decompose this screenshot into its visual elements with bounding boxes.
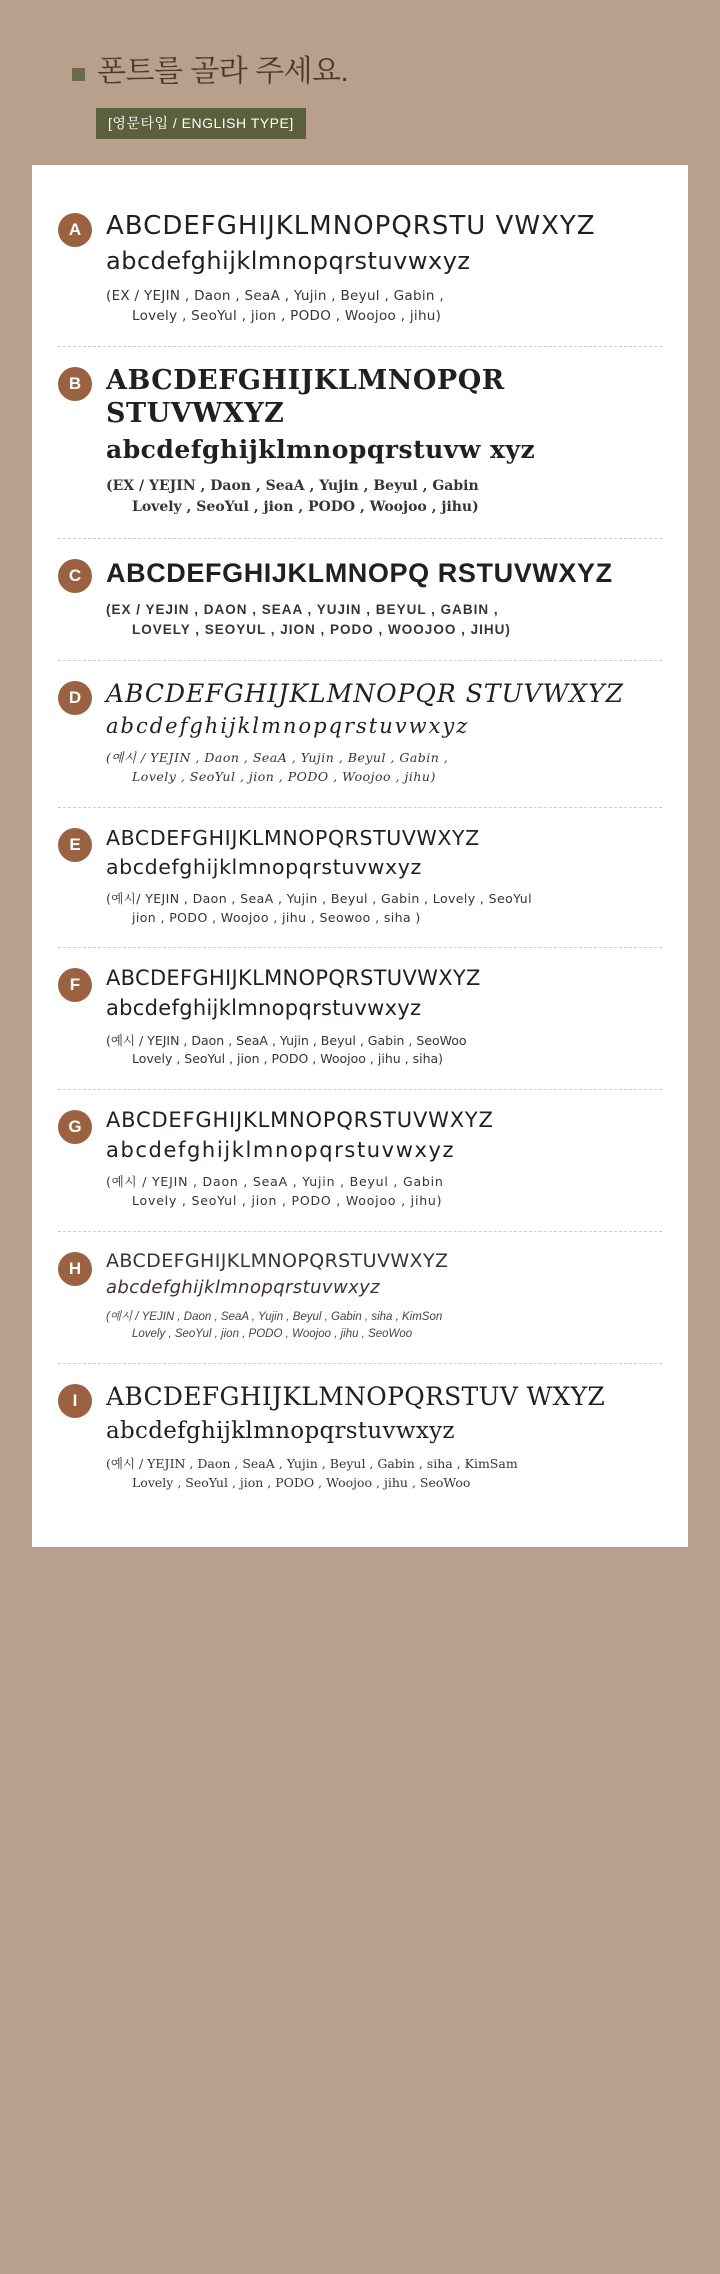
example-line-2: Lovely , SeoYul , jion , PODO , Woojoo , jihu)	[132, 769, 436, 785]
font-list-card	[32, 165, 688, 1547]
page-header	[0, 0, 720, 139]
uppercase-sample: ABCDEFGHIJKLMNOPQRSTUVWXYZ	[106, 825, 480, 850]
example-line-2: Lovely , SeoYul , jion , PODO , Woojoo , jihu)	[132, 498, 479, 515]
option-letter-badge: E	[58, 828, 92, 862]
option-letter-badge: A	[58, 213, 92, 247]
option-letter-badge: I	[58, 1384, 92, 1418]
page-title: 폰트를 골라 주세요.	[97, 55, 349, 88]
font-sample-block	[106, 557, 662, 640]
example-line-1: (예시 / YEJIN , Daon , SeaA , Yujin , Beyul , Gabin , SeoWoo	[106, 1032, 467, 1048]
lowercase-sample: abcdefghijklmnopqrstuvw xyz	[106, 435, 536, 465]
subtitle-wrap	[96, 108, 720, 139]
uppercase-sample: ABCDEFGHIJKLMNOPQRSTUVWXYZ	[106, 1108, 494, 1133]
uppercase-sample: ABCDEFGHIJKLMNOPQ RSTUVWXYZ	[106, 557, 613, 588]
example-names	[106, 1455, 662, 1493]
font-sample-block	[106, 211, 662, 326]
lowercase-sample: abcdefghijklmnopqrstuvwxyz	[106, 1137, 456, 1162]
font-option-i[interactable]	[58, 1364, 662, 1512]
option-letter-badge: B	[58, 367, 92, 401]
font-option-e[interactable]	[58, 808, 662, 949]
example-line-1: (예시/ YEJIN , Daon , SeaA , Yujin , Beyul , Gabin , Lovely , SeoYul	[106, 890, 532, 906]
font-sample-block	[106, 365, 662, 517]
lowercase-sample: abcdefghijklmnopqrstuvwxyz	[106, 713, 470, 738]
example-line-1: (예시 / YEJIN , Daon , SeaA , Yujin , Beyul , Gabin	[106, 1174, 444, 1190]
example-names	[106, 600, 662, 641]
option-letter-badge: H	[58, 1252, 92, 1286]
example-line-2: Lovely , SeoYul , jion , PODO , Woojoo , jihu)	[132, 308, 442, 325]
example-line-2: Lovely , SeoYul , jion , PODO , Woojoo , jihu , SeoWoo	[132, 1328, 413, 1341]
uppercase-sample: ABCDEFGHIJKLMNOPQR STUVWXYZ	[106, 365, 505, 430]
uppercase-sample: ABCDEFGHIJKLMNOPQRSTUV WXYZ	[106, 1382, 606, 1412]
font-option-h[interactable]	[58, 1232, 662, 1365]
font-option-d[interactable]	[58, 661, 662, 808]
option-letter-badge: F	[58, 968, 92, 1002]
font-sample-block	[106, 826, 662, 928]
example-line-2: LOVELY , SEOYUL , JION , PODO , WOOJOO , JIHU)	[132, 622, 511, 638]
lowercase-sample: abcdefghijklmnopqrstuvwxyz	[106, 246, 471, 275]
uppercase-sample: ABCDEFGHIJKLMNOPQRSTU VWXYZ	[106, 211, 596, 241]
uppercase-sample: ABCDEFGHIJKLMNOPQRSTUVWXYZ	[106, 966, 481, 991]
example-names	[106, 1173, 662, 1211]
option-letter-badge: D	[58, 681, 92, 715]
header-title-row	[72, 46, 720, 90]
lowercase-sample: abcdefghijklmnopqrstuvwxyz	[106, 1277, 381, 1299]
example-names	[106, 749, 662, 787]
example-line-1: (예시 / YEJIN , Daon , SeaA , Yujin , Beyul , Gabin , siha , KimSon	[106, 1310, 443, 1323]
example-line-2: jion , PODO , Woojoo , jihu , Seowoo , siha )	[132, 909, 421, 925]
font-sample-block	[106, 1382, 662, 1492]
lowercase-sample: abcdefghijklmnopqrstuvwxyz	[106, 854, 422, 879]
font-sample-block	[106, 966, 662, 1069]
example-line-1: (예시 / YEJIN , Daon , SeaA , Yujin , Beyul , Gabin ,	[106, 750, 449, 766]
example-names	[106, 1309, 662, 1344]
font-option-b[interactable]	[58, 347, 662, 538]
font-option-c[interactable]	[58, 539, 662, 661]
uppercase-sample: ABCDEFGHIJKLMNOPQRSTUVWXYZ	[106, 1249, 449, 1272]
example-line-2: Lovely , SeoYul , jion , PODO , Woojoo , jihu , SeoWoo	[132, 1474, 471, 1490]
english-type-badge: [영문타입 / ENGLISH TYPE]	[96, 108, 306, 139]
example-names	[106, 476, 662, 518]
example-line-1: (EX / YEJIN , DAON , SEAA , YUJIN , BEYUL , GABIN ,	[106, 601, 499, 617]
font-option-a[interactable]	[58, 193, 662, 347]
font-sample-block	[106, 1108, 662, 1211]
example-line-2: Lovely , SeoYul , jion , PODO , Woojoo , jihu)	[132, 1193, 443, 1209]
example-line-1: (예시 / YEJIN , Daon , SeaA , Yujin , Beyul , Gabin , siha , KimSam	[106, 1456, 518, 1472]
lowercase-sample: abcdefghijklmnopqrstuvwxyz	[106, 1417, 455, 1444]
example-names	[106, 1032, 662, 1070]
option-letter-badge: C	[58, 559, 92, 593]
square-bullet-icon	[72, 68, 85, 81]
example-line-2: Lovely , SeoYul , jion , PODO , Woojoo , jihu , siha)	[132, 1051, 444, 1067]
example-names	[106, 286, 662, 327]
lowercase-sample: abcdefghijklmnopqrstuvwxyz	[106, 996, 422, 1021]
example-line-1: (EX / YEJIN , Daon , SeaA , Yujin , Beyul , Gabin ,	[106, 287, 444, 304]
option-letter-badge: G	[58, 1110, 92, 1144]
example-line-1: (EX / YEJIN , Daon , SeaA , Yujin , Beyul , Gabin	[106, 477, 479, 494]
font-sample-block	[106, 679, 662, 787]
example-names	[106, 890, 662, 928]
uppercase-sample: ABCDEFGHIJKLMNOPQR STUVWXYZ	[106, 679, 624, 709]
font-option-g[interactable]	[58, 1090, 662, 1232]
font-option-f[interactable]	[58, 948, 662, 1090]
font-sample-block	[106, 1250, 662, 1344]
